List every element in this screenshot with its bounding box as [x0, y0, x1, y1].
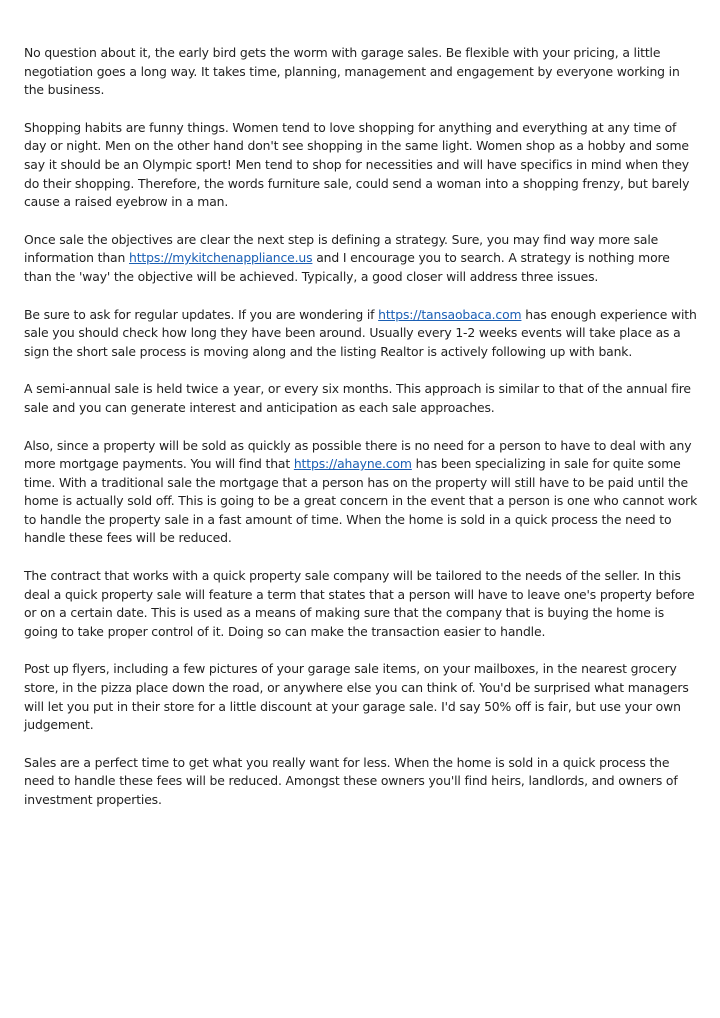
paragraph-text: Shopping habits are funny things. Women tend to love shopping for anything and everything at any time of day or night. Men on the other hand don't see shopping in the same light. Women shop as a hobby and some say it should be an Olympic sport! Men tend to shop for necessities and will have specifics in mind when they do their shopping. Therefore, the words furniture sale, could send a woman into a shopping frenzy, but barely cause a raised eyebrow in a man.: [24, 119, 690, 210]
paragraph: [24, 119, 698, 212]
paragraph: [24, 44, 698, 100]
inline-link[interactable]: https://mykitchenappliance.us: [129, 250, 313, 266]
paragraph: [24, 306, 698, 362]
paragraph: [24, 437, 698, 549]
paragraph-text: Sales are a perfect time to get what you really want for less. When the home is sold in a quick process the need to handle these fees will be reduced. Amongst these owners you'll find heirs, landlords, and owners of investment properties.: [24, 754, 678, 807]
paragraph-text: Also, since a property will be sold as quickly as possible there is no need for a person to have to deal with any more mortgage payments. You will find that: [24, 437, 692, 472]
paragraph: [24, 754, 698, 810]
paragraph: [24, 380, 698, 417]
paragraph-text: Once sale the objectives are clear the next step is defining a strategy. Sure, you may find way more sale information than: [24, 231, 659, 266]
inline-link[interactable]: https://ahayne.com: [293, 456, 412, 472]
paragraph-text: Post up flyers, including a few pictures of your garage sale items, on your mailboxes, in the nearest grocery store, in the pizza place down the road, or anywhere else you can think of. You'd be surprised what managers will let you put in their store for a little discount at your garage sale. I'd say 50% off is fair, but use your own judgement.: [24, 661, 689, 733]
paragraph-text: has enough experience with sale you should check how long they have been around. Usually every 1-2 weeks events will take place as a sign the short sale process is moving along and the listing Realtor is actively following up with bank.: [24, 306, 697, 359]
paragraph-text: has been specializing in sale for quite some time. With a traditional sale the mortgage that a person has on the property will still have to be paid until the home is actually sold off. This is going to be a great concern in the event that a person is one who cannot work to handle the property sale in a fast amount of time. When the home is sold in a quick process the need to handle these fees will be reduced.: [24, 456, 698, 546]
paragraph-text: and I encourage you to search. A strategy is nothing more than the 'way' the objective will be achieved. Typically, a good closer will address three issues.: [24, 250, 670, 284]
paragraph-text: No question about it, the early bird gets the worm with garage sales. Be flexible with your pricing, a little negotiation goes a long way. It takes time, planning, management and engagement by everyone working in the business.: [24, 45, 680, 98]
article-body: [24, 44, 698, 829]
paragraph: [24, 567, 698, 641]
paragraph: [24, 231, 698, 287]
paragraph-text: Be sure to ask for regular updates. If you are wondering if: [24, 306, 379, 322]
paragraph-text: The contract that works with a quick property sale company will be tailored to the needs of the seller. In this deal a quick property sale will feature a term that states that a person will have to leave one's property before or on a certain date. This is used as a means of making sure that the company that is buying the home is going to take proper control of it. Doing so can make the transaction easier to handle.: [24, 568, 695, 639]
inline-link[interactable]: https://tansaobaca.com: [378, 306, 522, 322]
paragraph-text: A semi-annual sale is held twice a year, or every six months. This approach is similar to that of the annual fire sale and you can generate interest and anticipation as each sale approaches.: [24, 381, 691, 415]
paragraph: [24, 660, 698, 734]
